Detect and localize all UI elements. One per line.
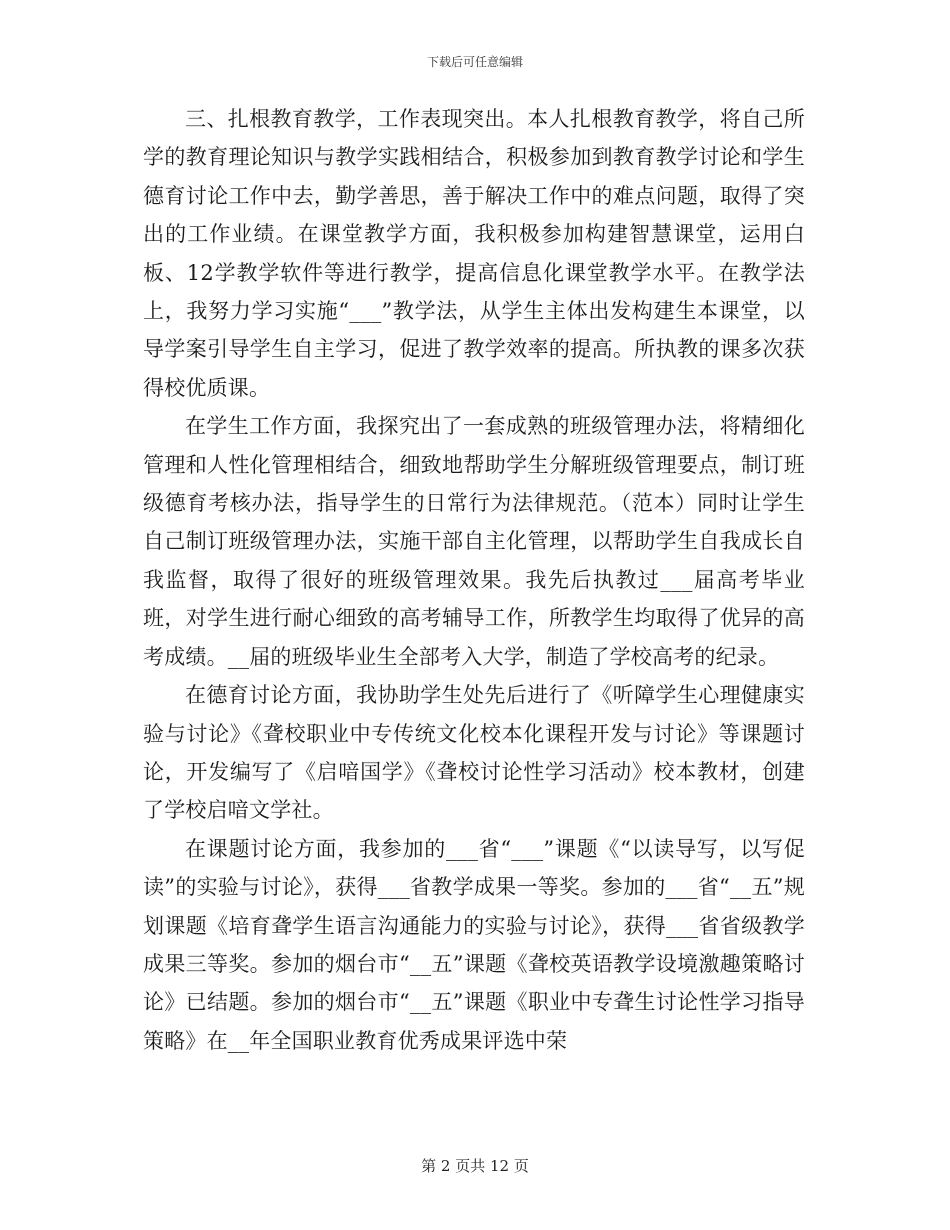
document-body [143, 100, 805, 1060]
paragraph-teaching: 三、扎根教育教学，工作表现突出。本人扎根教育教学，将自己所学的教育理论知识与教学实践相结合，积极参加到教育教学讨论和学生德育讨论工作中去，勤学善思，善于解决工作中的难点问题，取得了突出的工作业绩。在课堂教学方面，我积极参加构建智慧课堂，运用白板、12学教学软件等进行教学，提高信息化课堂教学水平。在教学法上，我努力学习实施“___”教学法，从学生主体出发构建生本课堂，以导学案引导学生自主学习，促进了教学效率的提高。所执教的课多次获得校优质课。 [143, 107, 805, 400]
page-header: 下载后可任意编辑 [426, 55, 523, 69]
paragraph-student-work: 在学生工作方面，我探究出了一套成熟的班级管理办法，将精细化管理和人性化管理相结合，细致地帮助学生分解班级管理要点，制订班级德育考核办法，指导学生的日常行为法律规范。（范本）同时让学生自己制订班级管理办法，实施干部自主化管理，以帮助学生自我成长自我监督，取得了很好的班级管理效果。我先后执教过___届高考毕业班，对学生进行耐心细致的高考辅导工作，所教学生均取得了优异的高考成绩。__届的班级毕业生全部考入大学，制造了学校高考的纪录。 [143, 414, 805, 669]
page-number: 第 2 页共 12 页 [421, 1157, 529, 1175]
paragraph-research-projects: 在课题讨论方面，我参加的___省“___”课题《“以读导写，以写促读”的实验与讨论》，获得___省教学成果一等奖。参加的___省“__五”规划课题《培育聋学生语言沟通能力的实验与讨论》，获得___省省级教学成果三等奖。参加的烟台市“__五”课题《聋校英语教学设境激趣策略讨论》已结题。参加的烟台市“__五”课题《职业中专聋生讨论性学习指导策略》在__年全国职业教育优秀成果评选中荣 [143, 836, 805, 1053]
paragraph-moral-education: 在德育讨论方面，我协助学生处先后进行了《听障学生心理健康实验与讨论》《聋校职业中专传统文化校本化课程开发与讨论》等课题讨论，开发编写了《启喑国学》《聋校讨论性学习活动》校本教材，创建了学校启喑文学社。 [143, 683, 805, 823]
